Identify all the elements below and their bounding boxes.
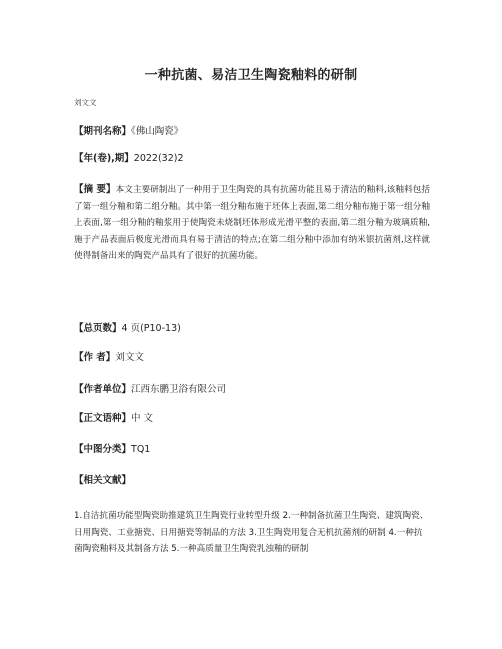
author-field: [74, 349, 428, 367]
pages-label: 【总页数】: [74, 323, 122, 334]
author-value: 刘文文: [115, 352, 144, 363]
related-list: 1.自洁抗菌功能型陶瓷助推建筑卫生陶瓷行业转型升级 2.一种制备抗菌卫生陶瓷、建筑陶瓷、日用陶瓷、工业搪瓷、日用搪瓷等制品的方法 3.卫生陶瓷用复合无机抗菌剂的研制 4.一种抗菌陶瓷釉料及其制备方法 5.一种高质量卫生陶瓷乳浊釉的研制: [74, 511, 429, 555]
classification-value: TQ1: [131, 444, 151, 455]
classification-label: 【中图分类】: [74, 444, 132, 455]
affiliation-value: 江西东鹏卫浴有限公司: [131, 384, 227, 395]
pages-value: 4 页(P10-13): [121, 323, 181, 334]
abstract-label: 【摘 要】: [74, 184, 116, 195]
document-title: 一种抗菌、易洁卫生陶瓷釉料的研制: [144, 68, 358, 83]
abstract-field: [74, 182, 430, 265]
related-heading-field: [74, 472, 428, 490]
year-issue-value: 2022(32)2: [133, 153, 184, 164]
journal-field: [74, 123, 428, 141]
year-issue-label: 【年(卷),期】: [74, 153, 134, 164]
related-label: 【相关文献】: [74, 475, 132, 486]
author-byline: 刘文文: [74, 98, 97, 107]
year-issue-field: [74, 150, 428, 168]
journal-value: 《佛山陶瓷》: [131, 126, 184, 137]
language-field: [74, 410, 428, 428]
pages-field: [74, 320, 428, 338]
classification-field: [74, 441, 428, 459]
abstract-text: 本文主要研制出了一种用于卫生陶瓷的具有抗菌功能且易于清洁的釉料,该釉料包括了第一组分釉和第二组分釉。其中第一组分釉布施于坯体上表面,第二组分釉布施于第一组分釉上表面,第一组分釉的釉浆用于使陶瓷未烧制坯体形成光滑平整的表面,第二组分釉为玻璃质釉,施于产品表面后极度光滑而具有易于清洁的特点;在第二组分釉中添加有纳米银抗菌剂,这样就使得制备出来的陶瓷产品具有了很好的抗菌功能。: [74, 185, 430, 262]
journal-label: 【期刊名称】: [74, 126, 132, 137]
affiliation-label: 【作者单位】: [74, 384, 132, 395]
language-value: 中 文: [131, 413, 154, 424]
language-label: 【正文语种】: [74, 413, 132, 424]
author-label: 【作 者】: [74, 352, 116, 363]
affiliation-field: [74, 381, 428, 399]
